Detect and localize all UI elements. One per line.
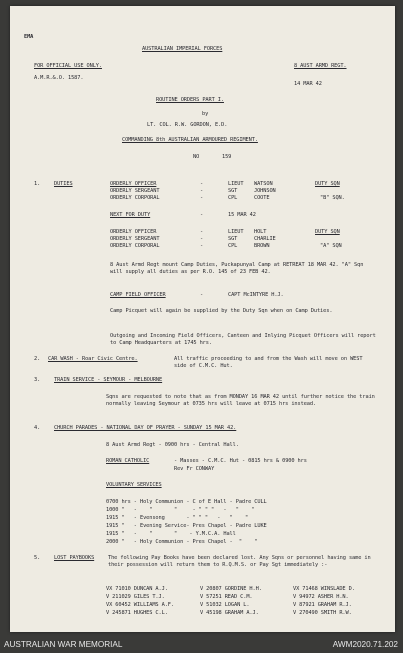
church-num: 4. — [34, 425, 41, 431]
doc-heading: AUSTRALIAN IMPERIAL FORCES — [142, 46, 223, 52]
commanding: COMMANDING 8th AUSTRALIAN ARMOURED REGIMENT. — [122, 137, 258, 143]
church-title: CHURCH PARADES - NATIONAL DAY OF PRAYER - SUNDAY 15 MAR 42. — [54, 425, 237, 431]
list-item: 1915 " - " " - Y.M.C.A. Hall — [106, 531, 236, 537]
list-item: 1915 " - Evening Service- Pres Chapel - Padre LUKE — [106, 523, 267, 529]
train-text: Sqns are requested to note that as from MONDAY 16 MAR 42 until further notice the train normally leaving Seymour at 0735 hrs will leave at 0715 hrs instead. — [106, 394, 375, 407]
duties-num: 1. — [34, 181, 41, 187]
car-wash-text: All traffic proceeding to and from the Wash will move on WEST side of C.M.C. Hut. — [174, 356, 363, 369]
car-wash-title: CAR WASH - Roar Civic Centre. — [48, 356, 138, 362]
train-num: 3. — [34, 377, 41, 383]
unit-name: 8 AUST ARMD REGT. — [294, 63, 347, 69]
paybooks-num: 5. — [34, 555, 41, 561]
train-title: TRAIN SERVICE - SEYMOUR - MELBOURNE — [54, 377, 163, 383]
duties-para-1: 8 Aust Armd Regt mount Camp Duties, Puckapunyal Camp at RETREAT 18 MAR 42. "A" Sqn will supply all duties as per R.O. 145 of 23 FEB 42. — [110, 262, 364, 275]
duties-para-2: Camp Picquet will again be supplied by the Duty Sqn when on Camp Duties. — [110, 308, 333, 314]
official-use: FOR OFFICIAL USE ONLY. — [34, 63, 102, 69]
footer-source: AUSTRALIAN WAR MEMORIAL — [4, 640, 123, 649]
by-text: by — [202, 111, 209, 117]
doc-title: ROUTINE ORDERS PART I. — [156, 97, 224, 103]
list-item: 1000 " - " " - " " " - " " — [106, 507, 255, 513]
car-wash-num: 2. — [34, 356, 41, 362]
rc-text: - Masses - C.M.C. Hut - 0815 hrs & 0900 hrs — [174, 458, 307, 464]
next-for-duty: NEXT FOR DUTY — [110, 212, 151, 218]
voluntary-services: VOLUNTARY SERVICES — [106, 482, 162, 488]
paybooks-title: LOST PAYBOOKS — [54, 555, 95, 561]
no-value: 159 — [222, 154, 232, 160]
document-page: EMA AUSTRALIAN IMPERIAL FORCES FOR OFFICIAL USE ONLY. 8 AUST ARMD REGT. A.M.R.&.O. 1587. 14 MAR 42 ROUTINE ORDERS PART I. by LT. COL. R.W. GORDON, E.D. COMMANDING 8th AUSTRALIAN ARMOURED REGIMENT. NO 159 1. DUTIES ORDERLY OFFICER - LIEUT WATSON DUTY SQN ORDERLY SERGEANT - SGT JOHNSON ORDERLY CORPORAL - CPL COOTE "B" SQN. NEXT FOR DUTY - 15 MAR 42 ORDERLY OFFICER - LIEUT HOLT DUTY SQN ORDERLY SERGEANT - SGT CHARLIE ORDERLY CORPORAL - CPL BROWN "A" SQN 8 Aust Armd Regt mount Camp Duties, Puckapunyal Camp at RETREAT 18 MAR 42. "A" Sqn will supply all duties as per R.O. 145 of 23 FEB 42. CAMP FIELD OFFICER - CAPT McINTYRE H.J. Camp Picquet will again be supplied by the Duty Sqn when on Camp Duties. Outgoing and Incoming Field Officers, Canteen and Inlying Picquet Officers will report to Camp Headquarters at 1745 hrs. 2. CAR WASH - Roar Civic Centre. All traffic proceeding to and from the Wash will move on WEST side of C.M.C. Hut. 3. TRAIN SERVICE - SEYMOUR - MELBOURNE Sqns are requested to note that as from MONDAY 16 MAR 42 until further notice the train normally leaving Seymour at 0735 hrs will leave at 0715 hrs instead. 4. CHURCH PARADES - NATIONAL DAY OF PRAYER - SUNDAY 15 MAR 42. 8 Aust Armd Regt - 0900 hrs - Central Hall. ROMAN CATHOLIC - Masses - C.M.C. Hut - 0815 hrs & 0900 hrs Rev Fr CONWAY VOLUNTARY SERVICES 0700 hrs - Holy Communion - C of E Hall - Padre CULL 1000 " - " " - " " " - " " 1915 " - Evensong - " " " - " " 1915 " - Evening Service- Pres Chapel - Padre LUKE 1915 " - " " - Y.M.C.A. Hall 2000 " - Holy Communion - Pres Chapel - " " 5. LOST PAYBOOKS The following Pay Books have been declared lost. Any Sqns or personnel having same in their possession will return them to R.Q.M.S. or Pay Sgt immediately :- VX 71010 DUNCAN A.J. V 20807 GORDINE H.H. VX 71468 WINSLADE D. V 211029 GILES T.J. V 57251 READ C.M. V 94972 ASHER H.N. VX 60452 WILLIAMS A.F. V 51032 LOGAN L. V 87921 GRAHAM R.J. V 245871 HUGHES C.L. V 45198 GRAHAM A.J. V 270490 SMITH R.W. — [10, 6, 395, 632]
list-item: 0700 hrs - Holy Communion - C of E Hall - Padre CULL — [106, 499, 267, 505]
rc-label: ROMAN CATHOLIC — [106, 458, 150, 464]
footer-accession: AWM2020.71.202 — [332, 640, 398, 649]
next-dash: - — [200, 212, 204, 218]
paybooks-text: The following Pay Books have been declared lost. Any Sqns or personnel having same in their possession will return them to R.Q.M.S. or Pay Sgt immediately :- — [108, 555, 371, 568]
list-item: 2000 " - Holy Communion - Pres Chapel - " " — [106, 539, 258, 545]
doc-date: 14 MAR 42 — [294, 81, 322, 87]
commander: LT. COL. R.W. GORDON, E.D. — [147, 122, 228, 128]
duties-title: DUTIES — [54, 181, 73, 187]
rc-priest: Rev Fr CONWAY — [174, 466, 215, 472]
camp-field-dash: - — [200, 292, 204, 298]
no-label: NO — [193, 154, 200, 160]
corner-ref: EMA — [24, 34, 34, 40]
order-ref: A.M.R.&.O. 1587. — [34, 75, 84, 81]
duties-para-3: Outgoing and Incoming Field Officers, Canteen and Inlying Picquet Officers will report to Camp Headquarters at 1745 hrs. — [110, 333, 376, 346]
list-item: 1915 " - Evensong - " " " - " " — [106, 515, 249, 521]
next-date: 15 MAR 42 — [228, 212, 256, 218]
camp-field-officer: CAPT McINTYRE H.J. — [228, 292, 284, 298]
camp-field-officer-label: CAMP FIELD OFFICER — [110, 292, 166, 298]
church-regt: 8 Aust Armd Regt - 0900 hrs - Central Hall. — [106, 442, 239, 448]
footer-bar — [0, 637, 403, 653]
